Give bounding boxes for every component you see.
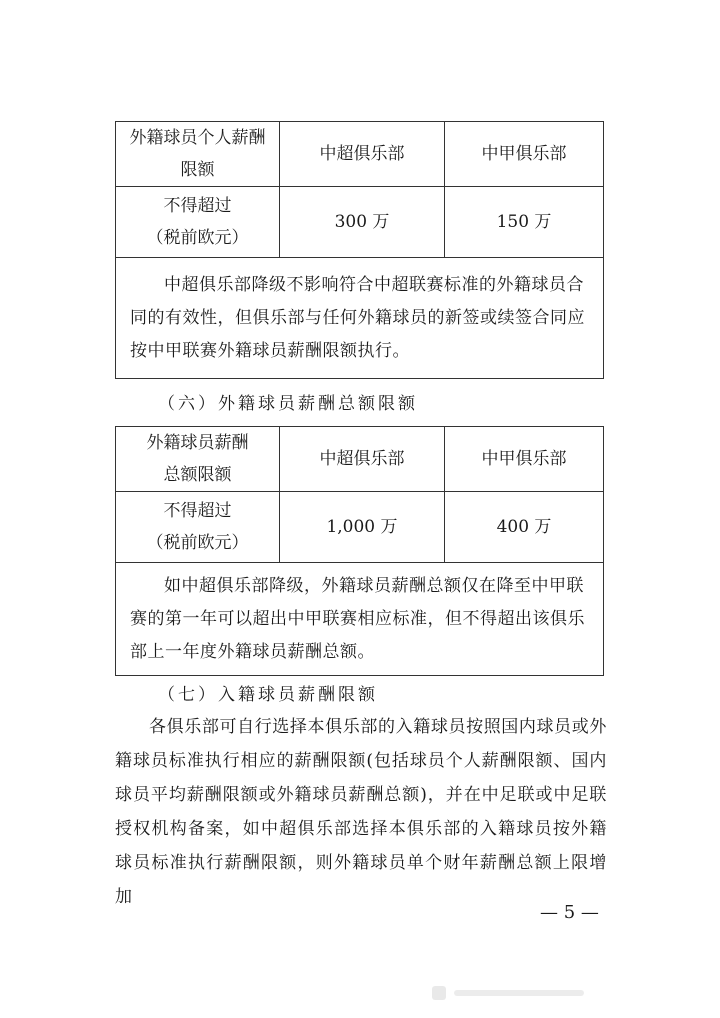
header-cell-category — [116, 122, 280, 187]
row-label-cell — [116, 187, 280, 258]
cl1-value-cell: 150 万 — [445, 187, 604, 258]
table-note: 中超俱乐部降级不影响符合中超联赛标准的外籍球员合同的有效性，但俱乐部与任何外籍球员的新签或续签合同应按中甲联赛外籍球员薪酬限额执行。 — [116, 258, 604, 379]
header-line: 限额 — [180, 160, 215, 180]
table-note-row — [116, 258, 604, 379]
header-cell-cl1: 中甲俱乐部 — [445, 122, 604, 187]
csl-value-cell: 1,000 万 — [280, 492, 445, 563]
table-header-row — [116, 122, 604, 187]
header-cell-csl: 中超俱乐部 — [280, 122, 445, 187]
body-paragraph: 各俱乐部可自行选择本俱乐部的入籍球员按照国内球员或外籍球员标准执行相应的薪酬限额(包括球员个人薪酬限额、国内球员平均薪酬限额或外籍球员薪酬总额)，并在中足联或中足联授权机构备案，如中超俱乐部选择本俱乐部的入籍球员按外籍球员标准执行薪酬限额，则外籍球员单个财年薪酬总额上限增加 — [115, 717, 607, 907]
section-heading-6: （六）外籍球员薪酬总额限额 — [158, 394, 418, 414]
row-label-line: 不得超过 — [163, 501, 232, 521]
page-number: — 5 — — [540, 902, 599, 923]
total-salary-cap-table — [115, 426, 604, 676]
row-label-cell — [116, 492, 280, 563]
cl1-value-cell: 400 万 — [445, 492, 604, 563]
row-label-line: 不得超过 — [163, 196, 232, 216]
row-label-line: （税前欧元） — [146, 533, 249, 553]
table-note: 如中超俱乐部降级，外籍球员薪酬总额仅在降至中甲联赛的第一年可以超出中甲联赛相应标准，但不得超出该俱乐部上一年度外籍球员薪酬总额。 — [116, 563, 604, 676]
header-cell-csl: 中超俱乐部 — [280, 427, 445, 492]
table-row — [116, 492, 604, 563]
individual-salary-cap-table — [115, 121, 604, 379]
header-line: 总额限额 — [163, 465, 232, 485]
header-line: 外籍球员个人薪酬 — [129, 128, 266, 148]
row-label-line: （税前欧元） — [146, 228, 249, 248]
table-note-row — [116, 563, 604, 676]
table-header-row — [116, 427, 604, 492]
table-row — [116, 187, 604, 258]
watermark-logo — [430, 982, 590, 1004]
header-cell-cl1: 中甲俱乐部 — [445, 427, 604, 492]
header-line: 外籍球员薪酬 — [146, 433, 249, 453]
header-cell-category — [116, 427, 280, 492]
csl-value-cell: 300 万 — [280, 187, 445, 258]
section-heading-7: （七）入籍球员薪酬限额 — [158, 685, 378, 705]
